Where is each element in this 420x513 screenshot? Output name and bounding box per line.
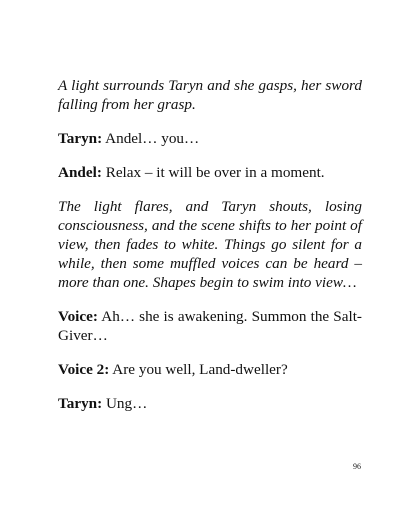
dialogue-line-voice xyxy=(58,307,362,345)
stage-direction-text: A light surrounds Taryn and she gasps, her sword falling from her grasp. xyxy=(58,77,362,113)
dialogue-text: Ah… she is awakening. Summon the Salt-Giver… xyxy=(58,308,362,344)
speaker-name: Voice 2: xyxy=(58,361,110,378)
dialogue-line-andel xyxy=(58,163,362,182)
stage-direction-light-surrounds xyxy=(58,76,362,114)
dialogue-text: Are you well, Land-dweller? xyxy=(109,361,288,378)
dialogue-line-voice-2 xyxy=(58,360,362,379)
dialogue-text: Relax – it will be over in a moment. xyxy=(101,164,325,181)
dialogue-text: Ung… xyxy=(102,395,148,412)
speaker-name: Taryn: xyxy=(58,395,103,412)
stage-direction-text: The light flares, and Taryn shouts, losing consciousness, and the scene shifts to her point of view, then fades to white. Things go silent for a while, then some muffled voices can be heard – more than one. Shapes begin to swim into view… xyxy=(58,198,362,291)
dialogue-line-taryn-2 xyxy=(58,394,362,413)
speaker-name: Andel: xyxy=(58,164,102,181)
script-page xyxy=(58,76,362,428)
stage-direction-light-flares xyxy=(58,197,362,292)
speaker-name: Taryn: xyxy=(58,130,103,147)
page-number: 96 xyxy=(353,462,361,471)
dialogue-line-taryn-1 xyxy=(58,129,362,148)
speaker-name: Voice: xyxy=(58,308,98,325)
dialogue-text: Andel… you… xyxy=(102,130,200,147)
